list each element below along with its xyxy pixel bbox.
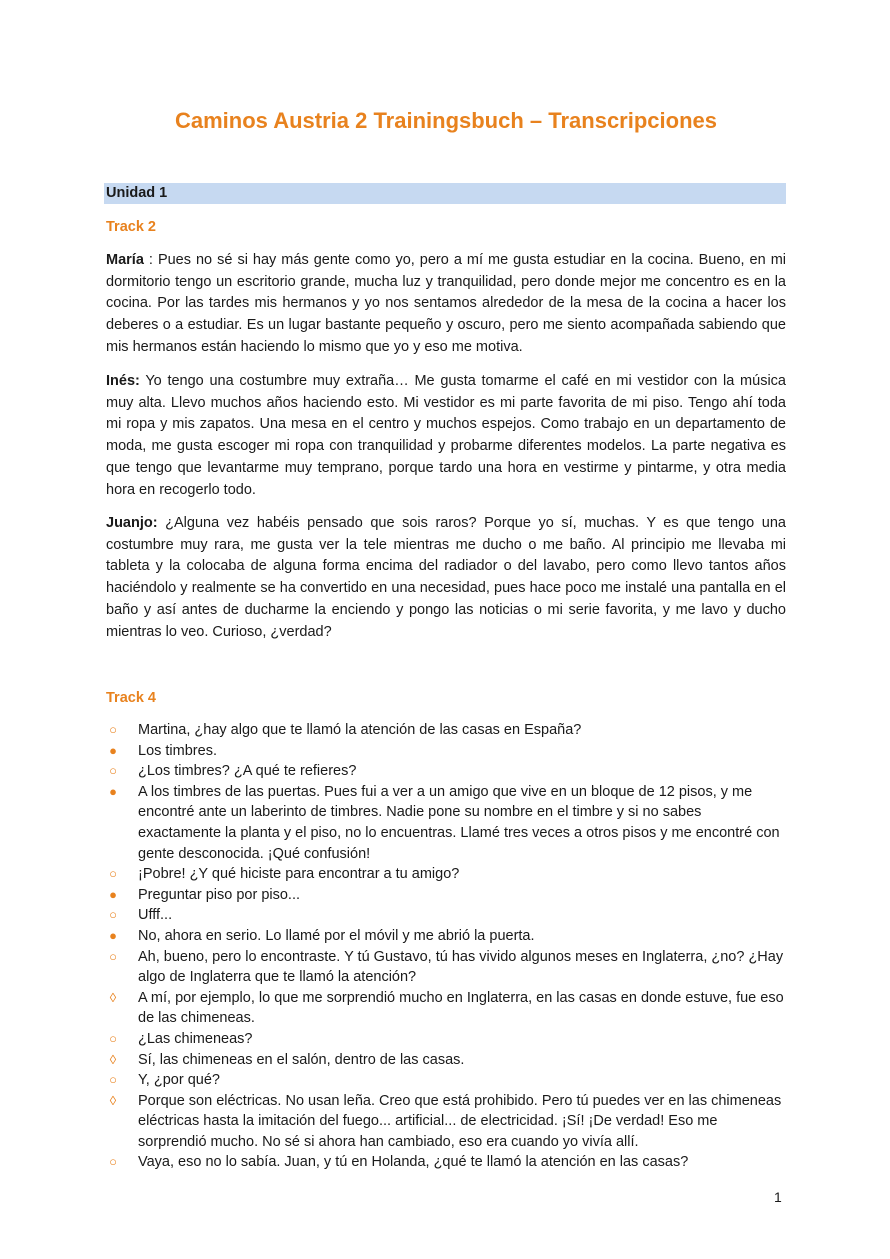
paragraph-maria: María : Pues no sé si hay más gente como yo, pero a mí me gusta estudiar en la cocina. Bueno, en mi dormitorio tengo un escritorio grande, mucha luz y tranquilidad, pero donde mejor me concentro es en la cocina. Por las tardes mis hermanos y yo nos sentamos alrededor de la mesa de la cocina a hacer los deberes o a estudiar. Es un lugar bastante pequeño y oscuro, pero me siento acompañada sabiendo que mis hermanos están haciendo lo mismo que yo y eso me motiva. xyxy=(106,252,786,355)
dot-bullet-icon: ● xyxy=(109,886,117,902)
document-title: Caminos Austria 2 Trainingsbuch – Transcripciones xyxy=(174,108,717,133)
dialog-line: ○ ¿Las chimeneas? xyxy=(106,1029,786,1050)
dialog-line: ◊ A mí, por ejemplo, lo que me sorprendió mucho en Inglaterra, en las casas en donde estuve, fue eso de las chimeneas. xyxy=(106,988,786,1029)
dot-bullet-icon: ● xyxy=(109,927,117,943)
speaker-name: Inés: xyxy=(106,373,140,389)
paragraph-text: ¿Alguna vez habéis pensado que sois raros? Porque yo sí, muchas. Y es que tengo una costumbre muy rara, me gusta ver la tele mientras me ducho o me baño. Al principio me llevaba mi tableta y la colocaba de alguna forma encima del radiador o del lavabo, pero como llevo tantos años haciéndolo y realmente se ha convertido en una necesidad, pues hace poco me instalé una pantalla en el baño y así antes de ducharme la enciendo y pongo las noticias o mi serie favorita, y me lavo y ducho mientras lo veo. Curioso, ¿verdad? xyxy=(106,515,786,640)
circle-bullet-icon: ○ xyxy=(109,907,117,923)
circle-bullet-icon: ○ xyxy=(109,1030,117,1046)
dialog-line: ◊ Sí, las chimeneas en el salón, dentro de las casas. xyxy=(106,1050,786,1071)
track-2-heading: Track 2 xyxy=(106,219,156,235)
circle-bullet-icon: ○ xyxy=(109,763,117,779)
dialog-line: ○ Martina, ¿hay algo que te llamó la atención de las casas en España? xyxy=(106,720,786,741)
dialog-line: ○ Ufff... xyxy=(106,905,786,926)
circle-bullet-icon: ○ xyxy=(109,722,117,737)
paragraph-ines xyxy=(106,371,786,501)
dialog-line: ○ ¿Los timbres? ¿A qué te refieres? xyxy=(106,761,786,782)
dialog-line: ● No, ahora en serio. Lo llamé por el móvil y me abrió la puerta. xyxy=(106,926,786,947)
dialog-line: ○ ¡Pobre! ¿Y qué hiciste para encontrar a tu amigo? xyxy=(106,864,786,885)
paragraph-juanjo xyxy=(106,513,786,643)
page-number: 1 xyxy=(774,1189,782,1205)
paragraph-text: Yo tengo una costumbre muy extraña… Me gusta tomarme el café en mi vestidor con la música muy alta. Llevo muchos años haciendo esto. Mi vestidor es mi parte favorita de mi piso. Tengo ahí toda mi ropa y mis zapatos. Una mesa en el centro y muchos espejos. Como trabajo en un departamento de moda, me gusta escoger mi ropa con tranquilidad y probarme diferentes modelos. La parte negativa es que tengo que levantarme muy temprano, porque tardo una hora en vestirme y pintarme, y otra media hora en recogerlo todo. xyxy=(106,373,786,498)
dot-bullet-icon: ● xyxy=(109,742,117,758)
dot-bullet-icon: ● xyxy=(109,783,117,799)
dialog-line: ○ Ah, bueno, pero lo encontraste. Y tú Gustavo, tú has vivido algunos meses en Inglaterra, ¿no? ¿Hay algo de Inglaterra que te llamó la atención? xyxy=(106,947,786,988)
diamond-bullet-icon: ◊ xyxy=(109,1051,117,1067)
dialog-line: ● Preguntar piso por piso... xyxy=(106,885,786,906)
dialog-line: ○ Y, ¿por qué? xyxy=(106,1070,786,1091)
circle-bullet-icon: ○ xyxy=(109,1072,117,1088)
diamond-bullet-icon: ◊ xyxy=(109,1092,117,1108)
circle-bullet-icon: ○ xyxy=(109,1154,117,1170)
circle-bullet-icon: ○ xyxy=(109,948,117,964)
paragraph-text: Pues no sé si hay más gente como yo, pero a mí me gusta estudiar en la cocina. Bueno, en mi dormitorio tengo un escritorio grande, mucha luz y tranquilidad, pero donde mejor me concentro es en la cocina. Por las tardes mis hermanos y yo nos sentamos alrededor de la mesa de la cocina a hacer los deberes o a estudiar. Es un lugar bastante pequeño y oscuro, pero me siento acompañada sabiendo que mis hermanos están haciendo lo mismo que yo y eso me motiva. xyxy=(106,252,786,355)
dialog-line: ○ Vaya, eso no lo sabía. Juan, y tú en Holanda, ¿qué te llamó la atención en las casas? xyxy=(106,1152,786,1173)
circle-bullet-icon: ○ xyxy=(109,866,117,882)
speaker-name: María xyxy=(106,252,144,268)
diamond-bullet-icon: ◊ xyxy=(109,989,117,1005)
dialog-line: ● A los timbres de las puertas. Pues fui a ver a un amigo que vive en un bloque de 12 pisos, y me encontré ante un laberinto de timbres. Nadie pone su nombre en el timbre y si no sabes exactamente la planta y el piso, no lo encuentras. Llamé tres veces a otros pisos y me encontré con gente desconocida. ¡Qué confusión! xyxy=(106,782,786,864)
unit-heading-bar: Unidad 1 xyxy=(104,183,786,204)
dialog-line: ● Los timbres. xyxy=(106,741,786,762)
dialog-list xyxy=(106,720,786,1173)
speaker-name: Juanjo: xyxy=(106,515,158,531)
dialog-line: ◊ Porque son eléctricas. No usan leña. Creo que está prohibido. Pero tú puedes ver en las chimeneas eléctricas hasta la imitación del fuego... artificial... de electricidad. ¡Sí! ¡De verdad! Eso me sorprendió mucho. No sé si ahora han cambiado, eso era cuando yo vivía allí. xyxy=(106,1091,786,1153)
track-4-heading: Track 4 xyxy=(106,690,156,706)
